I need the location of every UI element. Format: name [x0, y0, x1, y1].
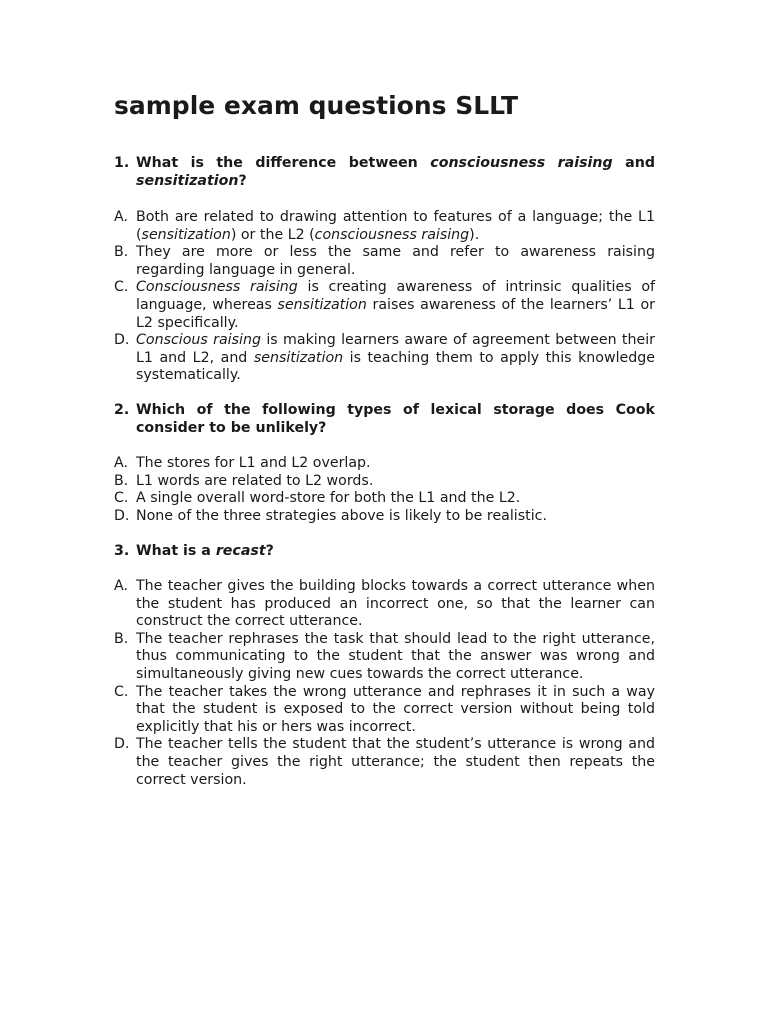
question-2 — [114, 402, 655, 437]
option-item — [114, 473, 655, 491]
option-text: Consciousness raising is creating awareness of intrinsic qualities of language, whereas sensitization raises awareness of the learners’ L1 or L2 specifically. — [136, 279, 656, 331]
option-text: They are more or less the same and refer to awareness raising regarding language in general. — [136, 244, 655, 278]
question-number: 3. — [114, 543, 130, 559]
option-text: None of the three strategies above is likely to be realistic. — [136, 507, 547, 524]
question-number: 1. — [114, 155, 130, 171]
option-letter: D. — [114, 332, 130, 349]
question-text: Which of the following types of lexical storage does Cook consider to be unlikely? — [136, 402, 655, 436]
page-title: sample exam questions SLLT — [114, 91, 519, 120]
option-item — [114, 736, 655, 789]
option-letter: A. — [114, 209, 128, 225]
option-item — [114, 578, 655, 631]
option-letter: B. — [114, 244, 129, 261]
option-letter: C. — [114, 279, 129, 296]
option-letter: B. — [114, 472, 129, 489]
question-2-options — [114, 455, 655, 525]
option-letter: D. — [114, 507, 130, 524]
option-item — [114, 279, 655, 332]
option-item — [114, 631, 655, 684]
question-text: What is the difference between consciousness raising and sensitization? — [136, 155, 655, 189]
option-text: The teacher takes the wrong utterance and rephrases it in such a way that the student is exposed to the correct version without being told explicitly that his or hers was incorrect. — [136, 683, 655, 735]
question-1 — [114, 155, 655, 190]
option-item — [114, 455, 655, 473]
option-text: The teacher rephrases the task that should lead to the right utterance, thus communicating to the student that the answer was wrong and simultaneously giving new cues towards the correct utterance. — [136, 630, 655, 682]
question-3-options — [114, 578, 655, 789]
option-text: Both are related to drawing attention to features of a language; the L1 (sensitization) or the L2 (consciousness raising). — [136, 209, 655, 243]
option-item — [114, 508, 655, 526]
option-text: The teacher gives the building blocks towards a correct utterance when the student has produced an incorrect one, so that the learner can construct the correct utterance. — [136, 578, 655, 630]
option-text: The stores for L1 and L2 overlap. — [136, 455, 371, 471]
option-letter: D. — [114, 736, 130, 753]
question-number: 2. — [114, 402, 130, 418]
question-1-options — [114, 209, 655, 385]
option-item — [114, 244, 655, 279]
option-text: A single overall word-store for both the L1 and the L2. — [136, 490, 521, 507]
option-text: Conscious raising is making learners aware of agreement between their L1 and L2, and sensitization is teaching them to apply this knowledge systematically. — [136, 332, 655, 384]
option-item — [114, 684, 655, 737]
option-item — [114, 332, 655, 385]
question-3 — [114, 543, 655, 561]
option-letter: C. — [114, 490, 129, 507]
option-letter: B. — [114, 630, 129, 647]
option-item — [114, 209, 655, 244]
option-item — [114, 490, 655, 508]
option-letter: A. — [114, 455, 128, 471]
option-letter: C. — [114, 683, 129, 700]
option-text: The teacher tells the student that the student’s utterance is wrong and the teacher gives the right utterance; the student then repeats the correct version. — [136, 736, 655, 788]
option-letter: A. — [114, 578, 128, 594]
question-text: What is a recast? — [136, 543, 274, 559]
option-text: L1 words are related to L2 words. — [136, 472, 374, 489]
